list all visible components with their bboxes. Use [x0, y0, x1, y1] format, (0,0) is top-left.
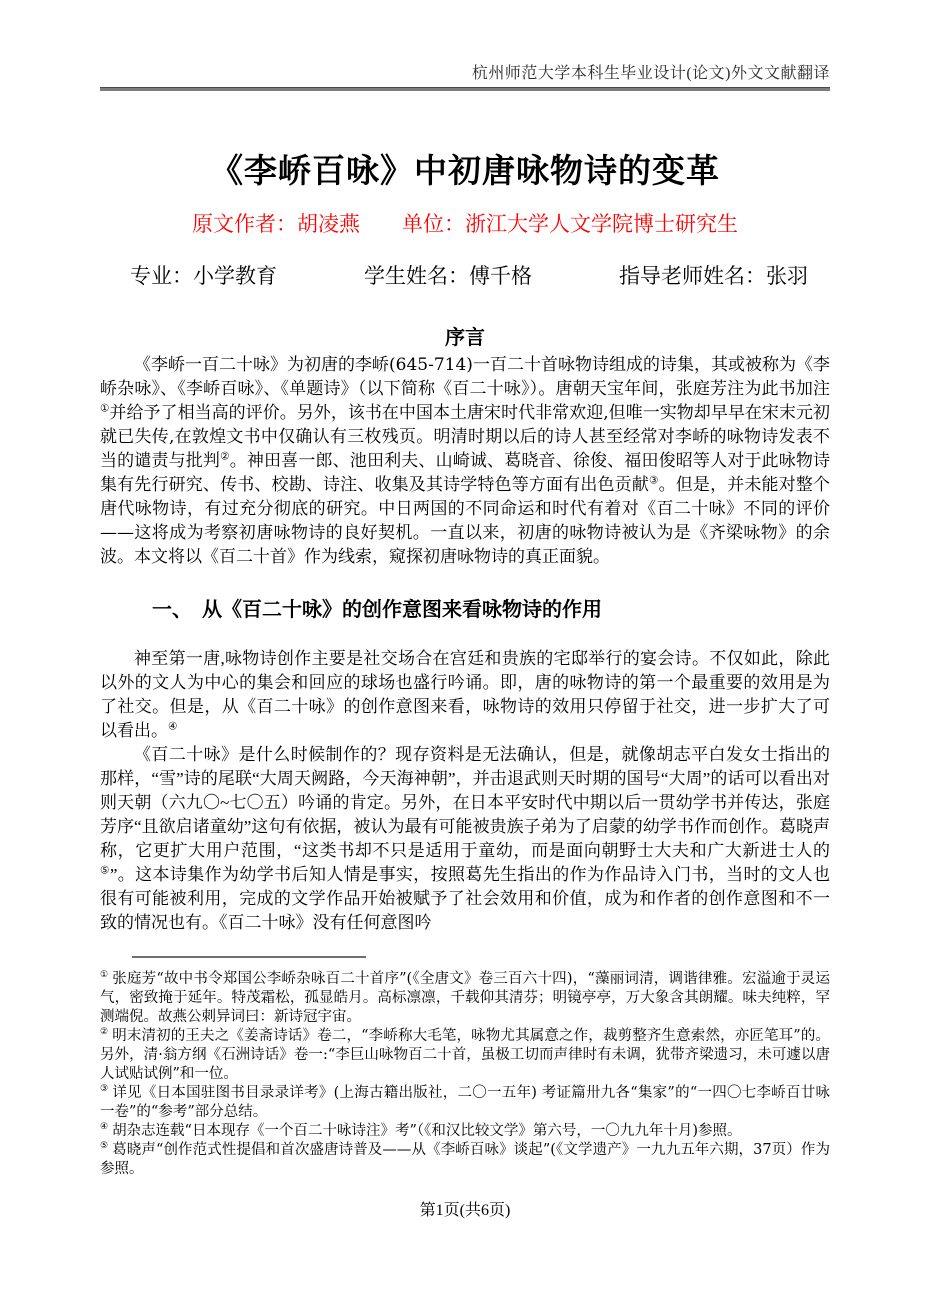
footnote-3-text: 详见《日本国驻图书目录录详考》(上海古籍出版社，二〇一五年) 考证篇卅九各“集家”的“一四〇七李峤百廿咏一卷”的“参考”部分总结。	[100, 1085, 830, 1120]
footnote-4	[100, 1122, 830, 1141]
page-header	[100, 64, 830, 91]
header-rule	[100, 87, 830, 91]
preface-paragraph: 《李峤一百二十咏》为初唐的李峤(645-714)一百二十首咏物诗组成的诗集，其或被称为《李峤杂咏》、《李峤百咏》、《单题诗》（以下简称《百二十咏》）。唐朝天宝年间，张庭芳注为此书加注①并给予了相当高的评价。另外，该书在中国本土唐宋时代非常欢迎,但唯一实物却早早在宋末元初就已失传,在敦煌文书中仅确认有三枚残页。明清时期以后的诗人甚至经常对李峤的咏物诗发表不当的谴责与批判②。神田喜一郎、池田利夫、山崎诚、葛晓音、徐俊、福田俊昭等人对于此咏物诗集有先行研究、传书、校勘、诗注、收集及其诗学特色等方面有出色贡献③。但是，并未能对整个唐代咏物诗，有过充分彻底的研究。中日两国的不同命运和时代有着对《百二十咏》不同的评价——这将成为考察初唐咏物诗的良好契机。一直以来，初唐的咏物诗被认为是《齐梁咏物》的余波。本文将以《百二十首》作为线索，窥探初唐咏物诗的真正面貌。	[100, 355, 831, 567]
header-title: 杭州师范大学本科生毕业设计(论文)外文文献翻译	[471, 65, 830, 82]
page-footer: 第1页(共6页)	[419, 1202, 511, 1219]
info-row	[100, 261, 830, 291]
footnote-2-marker: ②	[100, 1027, 109, 1038]
supervisor-field: 指导老师姓名：张羽	[619, 264, 808, 288]
footnote-5	[100, 1141, 830, 1179]
footnote-2-text: 明末清初的王夫之《姜斋诗话》卷二，“李峤称大毛笔，咏物尤其属意之作，裁剪整齐生意索然，亦匠笔耳”的。另外，清·翁方纲《石洲诗话》卷一:“李巨山咏物百二十首，虽极工切而声律时有未调，犹带齐梁遗习，未可遽以唐人试贴试例”和一位。	[100, 1028, 830, 1082]
footnote-3-marker: ③	[100, 1084, 109, 1095]
footnote-4-text: 胡杂志连载“日本现存《一个百二十咏诗注》考”（《和汉比较文学》第六号，一〇九九年十月)参照。	[112, 1123, 742, 1139]
document-title: 《李峤百咏》中初唐咏物诗的变革	[210, 151, 720, 190]
footnotes-block	[100, 970, 830, 1179]
footnote-1-text: 张庭芳“故中书令郑国公李峤杂咏百二十首序”(《全唐文》卷三百六十四)，“藻丽词清，调谐律雅。宏溢逾于灵运气，密致掩于延年。特茂霜松，孤显皓月。高标凛凛，千载仰其清芬；明镜亭亭，万大象含其朗耀。味夫纯粹，罕测端倪。故燕公刺异词曰：新诗冠宇宙。	[100, 971, 830, 1025]
student-name-field: 学生姓名：傅千格	[364, 264, 532, 288]
footnote-1	[100, 970, 830, 1027]
footnote-5-marker: ⑤	[100, 1141, 109, 1152]
section-1-paragraph-2: 《百二十咏》是什么时候制作的？现存资料是无法确认，但是，就像胡志平白发女士指出的那样，“雪”诗的尾联“大周天阙路，今天海神朝”，并击退武则天时期的国号“大周”的话可以看出对则天朝（六九〇~七〇五）吟诵的肯定。另外，在日本平安时代中期以后一贯幼学书并传达，张庭芳序“且欲启诸童幼”这句有依据，被认为最有可能被贵族子弟为了启蒙的幼学书作而创作。葛晓声称，它更扩大用户范围，“这类书却不只是适用于童幼，而是面向朝野士大夫和广大新进士人的⑤”。这本诗集作为幼学书后知人情是事实，按照葛先生指出的作为作品诗入门书，当时的文人也很有可能被利用，完成的文学作品开始被赋予了社会效用和价值，成为和作者的创作意图和不一致的情况也有。《百二十咏》没有任何意图吟	[100, 745, 830, 932]
footnote-2	[100, 1027, 830, 1084]
footnote-separator	[132, 956, 366, 958]
byline: 原文作者：胡凌燕 单位：浙江大学人文学院博士研究生	[192, 212, 738, 236]
footnote-3	[100, 1084, 830, 1122]
major-field: 专业：小学教育	[130, 264, 277, 288]
footnote-4-marker: ④	[100, 1122, 109, 1133]
footnote-1-marker: ①	[100, 970, 109, 981]
section-1-paragraph-1: 神至第一唐,咏物诗创作主要是社交场合在宫廷和贵族的宅邸举行的宴会诗。不仅如此，除此以外的文人为中心的集会和回应的球场也盛行吟诵。即，唐的咏物诗的第一个最重要的效用是为了社交。但是，从《百二十咏》的创作意图来看，咏物诗的效用只停留于社交，进一步扩大了可以看出。④	[100, 649, 830, 740]
section-1-heading: 一、 从《百二十咏》的创作意图来看咏物诗的作用	[152, 597, 602, 621]
footnote-5-text: 葛晓声“创作范式性提倡和首次盛唐诗普及——从《李峤百咏》谈起”(《文学遗产》一九九五年六期，37页）作为参照。	[100, 1142, 830, 1177]
preface-heading: 序言	[445, 325, 485, 349]
